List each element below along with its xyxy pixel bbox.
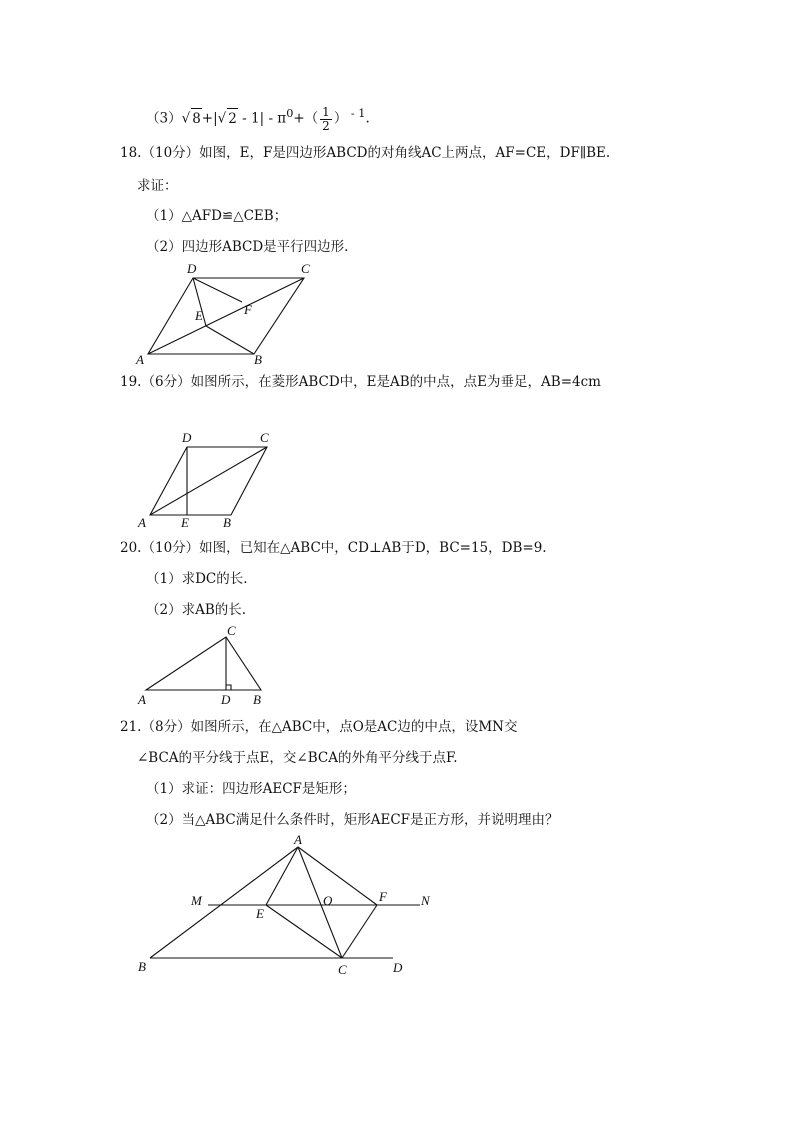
- question-number: 19.: [120, 374, 142, 390]
- q17-part3: （3）√ 8+|√ $2 - 1| - \pi^0+$（ $\frac{1}{2}$ ） $^{- 1}$.: [146, 104, 370, 133]
- label-e: E: [256, 906, 264, 921]
- question-score: （10分）: [141, 145, 200, 161]
- sqrt-2: 2: [227, 108, 238, 129]
- label-d: D: [182, 430, 192, 445]
- label-n: N: [421, 893, 430, 908]
- label-e: E: [195, 308, 203, 323]
- q21-figure: [130, 832, 450, 985]
- q20-part1: （1）求DC的长.: [146, 571, 248, 587]
- frac-den: 2: [322, 118, 330, 133]
- q21-stem-1: [120, 717, 518, 737]
- q19-stem: [120, 372, 601, 392]
- q19-figure: [136, 428, 286, 533]
- question-number: 20.: [120, 540, 142, 556]
- label-d: D: [187, 261, 197, 276]
- q21-part1: （1）求证：四边形AECF是矩形；: [146, 781, 356, 797]
- right-angle-mark: [226, 685, 231, 690]
- q20-figure: [136, 624, 276, 714]
- label-a: A: [294, 832, 302, 847]
- exp-zero: 0: [286, 107, 294, 120]
- question-score: （10分）: [141, 540, 200, 556]
- label-b: B: [138, 959, 146, 974]
- label-c: C: [260, 430, 269, 445]
- q20-stem: [120, 538, 547, 558]
- diagonal-ac: [148, 278, 304, 354]
- label-b: B: [223, 515, 231, 530]
- expr-plus-paren: +（: [293, 110, 319, 127]
- q18-prove: 求证：: [137, 178, 178, 194]
- fraction-half: [320, 106, 332, 133]
- question-number: 18.: [120, 145, 142, 161]
- segment-eb: [206, 326, 254, 354]
- q21-part2: （2）当△ABC满足什么条件时，矩形AECF是正方形，并说明理由？: [146, 812, 559, 828]
- label-e: E: [181, 515, 189, 530]
- label-a: A: [136, 352, 144, 367]
- q18-part2: （2）四边形ABCD是平行四边形.: [146, 239, 349, 255]
- label-o: O: [323, 893, 333, 908]
- label-a: A: [138, 515, 146, 530]
- label-f: F: [379, 889, 387, 904]
- exp-neg-one: - 1: [347, 107, 366, 120]
- question-text: 如图所示，在菱形ABCD中，E是AB的中点，点E为垂足，AB=4cm: [190, 374, 601, 390]
- segment-ae: [266, 847, 298, 905]
- segment-fc: [342, 905, 377, 958]
- label-m: M: [191, 893, 202, 908]
- expr-close-paren: ）: [333, 110, 348, 127]
- q17-part3-label: （3）: [146, 110, 182, 127]
- q20-part2: （2）求AB的长.: [146, 602, 247, 618]
- question-number: 21.: [120, 719, 142, 735]
- q18-part1: （1）△AFD≌△CEB；: [146, 208, 288, 224]
- label-d: D: [393, 960, 403, 975]
- label-c: C: [227, 623, 236, 638]
- q18-stem: [120, 143, 610, 163]
- label-a: A: [138, 692, 146, 707]
- question-text: 如图所示，在△ABC中，点O是AC边的中点，设MN交: [190, 719, 518, 735]
- sqrt-8: 8: [191, 108, 202, 129]
- segment-de: [193, 278, 242, 302]
- label-b: B: [253, 692, 261, 707]
- triangle-abc: [146, 637, 261, 690]
- question-score: （8分）: [141, 719, 191, 735]
- question-score: （6分）: [141, 374, 191, 390]
- q21-stem-2: ∠BCA的平分线于点E，交∠BCA的外角平分线于点F.: [137, 750, 458, 766]
- q18-figure: [130, 258, 330, 368]
- label-d: D: [221, 692, 231, 707]
- label-c: C: [301, 261, 310, 276]
- question-text: 如图，E，F是四边形ABCD的对角线AC上两点，AF=CE，DF∥BE.: [199, 145, 611, 161]
- expr-minus-pi: - 1| - π: [237, 110, 287, 127]
- expr-end: .: [365, 110, 370, 127]
- label-b: B: [254, 352, 262, 367]
- question-text: 如图，已知在△ABC中，CD⊥AB于D，BC=15，DB=9.: [199, 540, 547, 556]
- label-f: F: [244, 302, 252, 317]
- frac-num: 1: [322, 104, 330, 119]
- expr-plus-abs: +|: [201, 110, 218, 127]
- segment-ec: [266, 905, 342, 958]
- segment-ab: [150, 847, 298, 958]
- label-c: C: [338, 962, 347, 977]
